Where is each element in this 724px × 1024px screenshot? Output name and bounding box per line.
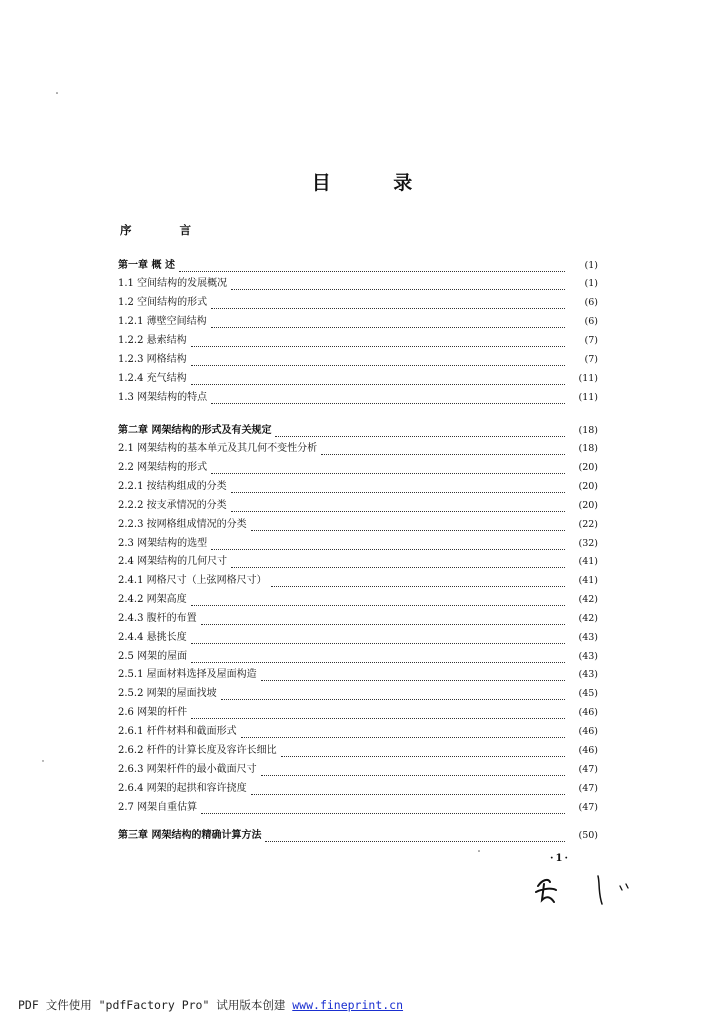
toc-entry-label: 2.5 网架的屋面 xyxy=(118,651,188,662)
dot-leader xyxy=(211,541,565,550)
dot-leader xyxy=(265,833,565,842)
toc-entry xyxy=(118,686,598,702)
toc-entry-label: 2.6.2 杆件的计算长度及容许长细比 xyxy=(118,745,277,756)
dot-leader xyxy=(281,748,565,757)
toc-entry xyxy=(118,333,598,349)
toc-entry-page: (20) xyxy=(578,481,598,492)
toc-entry-page: (1) xyxy=(584,278,598,289)
dot-leader xyxy=(321,446,565,455)
dot-leader xyxy=(221,691,565,700)
footer-link[interactable]: www.fineprint.cn xyxy=(292,998,404,1012)
dot-leader xyxy=(179,263,565,272)
toc-entry xyxy=(118,724,598,740)
toc-entry-label: 2.2.1 按结构组成的分类 xyxy=(118,481,227,492)
toc-entry-page: (22) xyxy=(578,519,598,530)
dot-leader xyxy=(261,672,565,681)
toc-entry xyxy=(118,371,598,387)
toc-entry xyxy=(118,314,598,330)
dot-leader xyxy=(241,729,565,738)
toc-entry xyxy=(118,630,598,646)
pdf-footer xyxy=(18,997,403,1013)
toc-entry-page: (32) xyxy=(578,538,598,549)
toc-entry-label: 2.4.4 悬挑长度 xyxy=(118,632,187,643)
toc-entry-page: (41) xyxy=(578,556,598,567)
toc-entry xyxy=(118,554,598,570)
dot-leader xyxy=(191,357,565,366)
dot-leader xyxy=(191,635,565,644)
toc-entry-label: 2.2 网架结构的形式 xyxy=(118,462,208,473)
toc-entry-label: 1.2 空间结构的形式 xyxy=(118,297,208,308)
toc-entry-label: 1.2.4 充气结构 xyxy=(118,373,187,384)
toc-entry-page: (46) xyxy=(578,726,598,737)
toc-entry-label: 1.2.2 悬索结构 xyxy=(118,335,187,346)
dot-leader xyxy=(211,465,565,474)
dot-leader xyxy=(275,428,565,437)
toc-entry xyxy=(118,592,598,608)
toc-entry xyxy=(118,743,598,759)
toc-entry-label: 2.4 网架结构的几何尺寸 xyxy=(118,556,228,567)
toc-entry xyxy=(118,390,598,406)
toc-chapter-entry xyxy=(118,423,598,439)
page-folio: ·1· xyxy=(550,853,570,864)
toc-entry-label: 2.6.4 网架的起拱和容许挠度 xyxy=(118,783,247,794)
toc-entry xyxy=(118,705,598,721)
dot-leader xyxy=(231,503,565,512)
toc-entry-page: (6) xyxy=(584,297,598,308)
toc-chapter-entry xyxy=(118,828,598,844)
dot-leader xyxy=(191,338,565,347)
toc-entry-page: (47) xyxy=(578,764,598,775)
toc-entry-label: 2.3 网架结构的选型 xyxy=(118,538,208,549)
toc-entry-label: 2.6.3 网架杆件的最小截面尺寸 xyxy=(118,764,257,775)
toc-entry-page: (47) xyxy=(578,783,598,794)
dot-leader xyxy=(211,319,565,328)
toc-entry-page: (42) xyxy=(578,594,598,605)
preface-heading: 序 言 xyxy=(120,223,214,237)
toc-entry xyxy=(118,573,598,589)
toc-entry-page: (7) xyxy=(584,335,598,346)
page-title: 目 录 xyxy=(311,172,441,194)
toc-entry-page: (43) xyxy=(578,632,598,643)
toc-entry xyxy=(118,649,598,665)
dot-leader xyxy=(201,805,565,814)
toc-entry xyxy=(118,536,598,552)
toc-entry-page: (18) xyxy=(578,443,598,454)
toc-entry-page: (46) xyxy=(578,745,598,756)
toc-entry-label: 第二章 网架结构的形式及有关规定 xyxy=(118,425,272,436)
toc-entry-page: (11) xyxy=(578,392,598,403)
toc-entry-page: (41) xyxy=(578,575,598,586)
dot-leader xyxy=(191,710,565,719)
toc-entry-label: 2.4.3 腹杆的布置 xyxy=(118,613,197,624)
toc-entry xyxy=(118,498,598,514)
toc-entry-label: 1.3 网架结构的特点 xyxy=(118,392,208,403)
toc-entry-label: 2.5.1 屋面材料选择及屋面构造 xyxy=(118,669,257,680)
toc-entry-page: (45) xyxy=(578,688,598,699)
toc-entry xyxy=(118,479,598,495)
toc-entry-page: (42) xyxy=(578,613,598,624)
toc-entry-page: (47) xyxy=(578,802,598,813)
toc-entry xyxy=(118,517,598,533)
toc-entry-page: (18) xyxy=(578,425,598,436)
toc-entry-label: 2.7 网架自重估算 xyxy=(118,802,198,813)
toc-entry-page: (6) xyxy=(584,316,598,327)
toc-entry xyxy=(118,667,598,683)
toc-chapter-entry xyxy=(118,258,598,274)
toc-entry xyxy=(118,352,598,368)
dot-leader xyxy=(211,300,565,309)
handwritten-signature xyxy=(528,866,638,910)
dot-leader xyxy=(251,786,565,795)
toc-entry xyxy=(118,295,598,311)
dot-leader xyxy=(231,281,565,290)
toc-entry-page: (20) xyxy=(578,462,598,473)
dot-leader xyxy=(191,597,565,606)
toc-entry-page: (43) xyxy=(578,669,598,680)
toc-entry-page: (7) xyxy=(584,354,598,365)
dot-leader xyxy=(231,559,565,568)
toc-entry-label: 2.1 网架结构的基本单元及其几何不变性分析 xyxy=(118,443,318,454)
dot-leader xyxy=(231,484,565,493)
toc-entry-label: 2.2.3 按网格组成情况的分类 xyxy=(118,519,247,530)
toc-entry-label: 第三章 网架结构的精确计算方法 xyxy=(118,830,262,841)
toc-entry-page: (11) xyxy=(578,373,598,384)
toc-entry xyxy=(118,611,598,627)
dot-leader xyxy=(251,522,565,531)
toc-entry xyxy=(118,460,598,476)
toc-entry-label: 2.4.2 网架高度 xyxy=(118,594,187,605)
dot-leader xyxy=(271,578,565,587)
dot-leader xyxy=(191,654,565,663)
toc-entry-label: 1.2.3 网格结构 xyxy=(118,354,187,365)
dot-leader xyxy=(211,395,565,404)
toc-entry xyxy=(118,441,598,457)
toc-entry-page: (50) xyxy=(578,830,598,841)
toc-entry-label: 1.2.1 薄壁空间结构 xyxy=(118,316,207,327)
dot-leader xyxy=(261,767,565,776)
footer-text: PDF 文件使用 "pdfFactory Pro" 试用版本创建 xyxy=(18,998,293,1012)
toc-entry-page: (20) xyxy=(578,500,598,511)
toc-entry xyxy=(118,276,598,292)
toc-entry-label: 2.2.2 按支承情况的分类 xyxy=(118,500,227,511)
toc-entry-label: 第一章 概 述 xyxy=(118,260,175,271)
toc-entry-label: 2.5.2 网架的屋面找坡 xyxy=(118,688,217,699)
toc-entry xyxy=(118,781,598,797)
toc-entry-page: (46) xyxy=(578,707,598,718)
toc-entry-label: 2.6 网架的杆件 xyxy=(118,707,188,718)
toc-entry-label: 2.6.1 杆件材料和截面形式 xyxy=(118,726,237,737)
toc-entry xyxy=(118,762,598,778)
toc-entry-page: (1) xyxy=(584,260,598,271)
toc-entry-page: (43) xyxy=(578,651,598,662)
toc-entry-label: 1.1 空间结构的发展概况 xyxy=(118,278,228,289)
dot-leader xyxy=(191,376,565,385)
dot-leader xyxy=(201,616,565,625)
toc-entry-label: 2.4.1 网格尺寸（上弦网格尺寸） xyxy=(118,575,267,586)
toc-entry xyxy=(118,800,598,816)
